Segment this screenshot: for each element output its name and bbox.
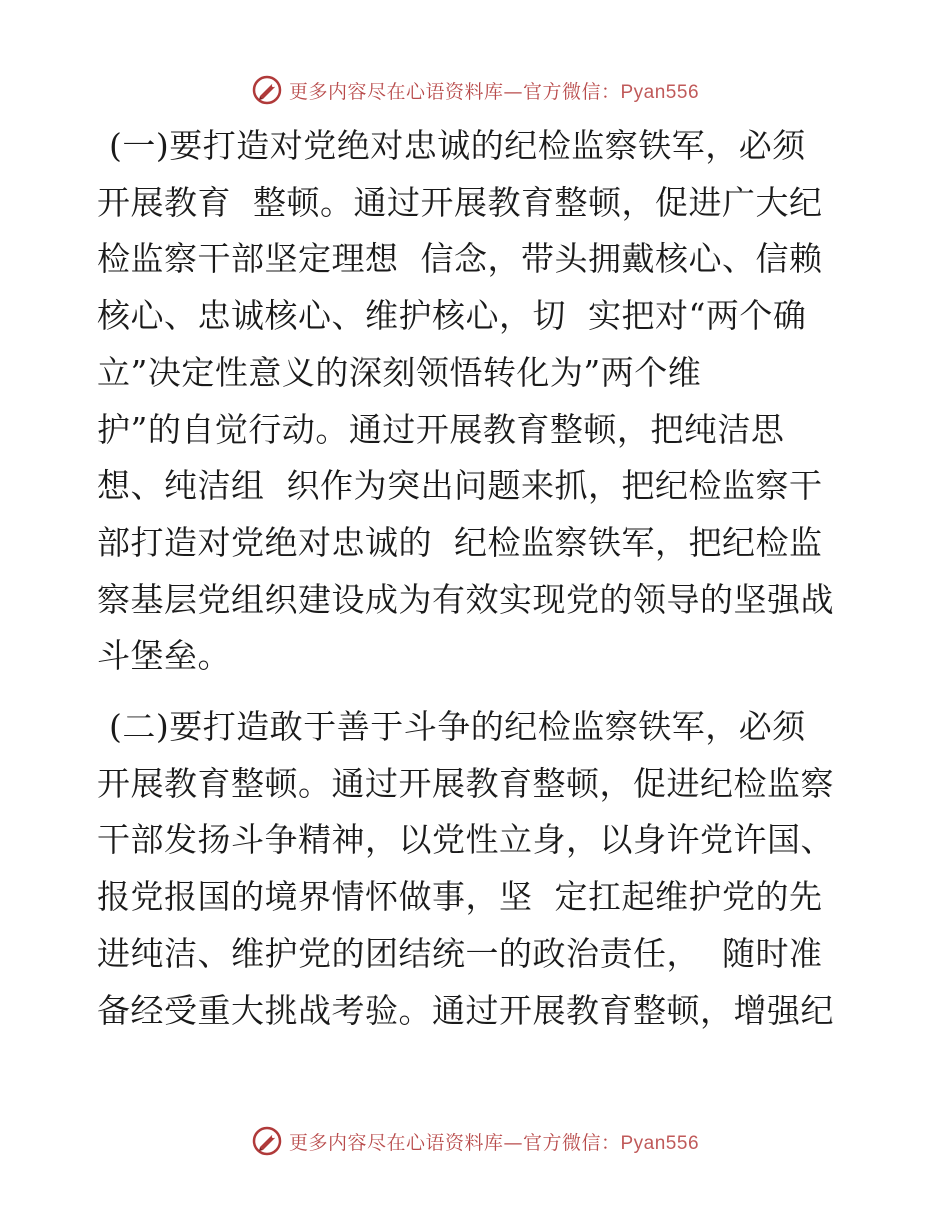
pen-logo-icon bbox=[251, 1125, 283, 1157]
text-line: 斗堡垒。 bbox=[97, 636, 231, 676]
footer-banner bbox=[0, 1121, 950, 1161]
text-line: 备经受重大挑战考验。通过开展教育整顿，增强纪 bbox=[97, 990, 834, 1030]
text-line: 核心、忠诚核心、维护核心，切 实把对“两个确 bbox=[97, 296, 807, 336]
text-line: 开展教育 整顿。通过开展教育整顿，促进广大纪 bbox=[97, 182, 823, 222]
pen-logo-icon bbox=[251, 74, 283, 106]
text-line: 检监察干部坚定理想 信念，带头拥戴核心、信赖 bbox=[97, 239, 823, 279]
text-line: 部打造对党绝对忠诚的 纪检监察铁军，把纪检监 bbox=[97, 522, 823, 562]
banner-text: 更多内容尽在心语资料库—官方微信：Pyan556 bbox=[288, 1131, 700, 1154]
text-line: 进纯洁、维护党的团结统一的政治责任， 随时准 bbox=[97, 933, 823, 973]
text-line: 开展教育整顿。通过开展教育整顿，促进纪检监察 bbox=[97, 763, 834, 803]
banner-text: 更多内容尽在心语资料库—官方微信：Pyan556 bbox=[288, 80, 700, 103]
text-line: (一)要打造对党绝对忠诚的纪检监察铁军，必须 bbox=[109, 126, 806, 165]
paragraph-1 bbox=[97, 118, 857, 685]
document-body bbox=[97, 118, 857, 1039]
header-banner bbox=[0, 70, 950, 110]
wechat-handle: Pyan556 bbox=[620, 81, 700, 103]
text-line: (二)要打造敢于善于斗争的纪检监察铁军，必须 bbox=[109, 707, 806, 747]
wechat-handle: Pyan556 bbox=[620, 1132, 700, 1154]
text-line: 干部发扬斗争精神，以党性立身，以身许党许国、 bbox=[97, 820, 834, 860]
text-line: 想、纯洁组 织作为突出问题来抓，把纪检监察干 bbox=[97, 466, 823, 506]
text-line: 报党报国的境界情怀做事，坚 定扛起维护党的先 bbox=[97, 877, 823, 917]
text-line: 护”的自觉行动。通过开展教育整顿，把纯洁思 bbox=[97, 409, 785, 449]
text-line: 察基层党组织建设成为有效实现党的领导的坚强战 bbox=[97, 579, 834, 619]
text-line: 立”决定性意义的深刻领悟转化为”两个维 bbox=[97, 352, 702, 392]
paragraph-2 bbox=[97, 699, 857, 1039]
